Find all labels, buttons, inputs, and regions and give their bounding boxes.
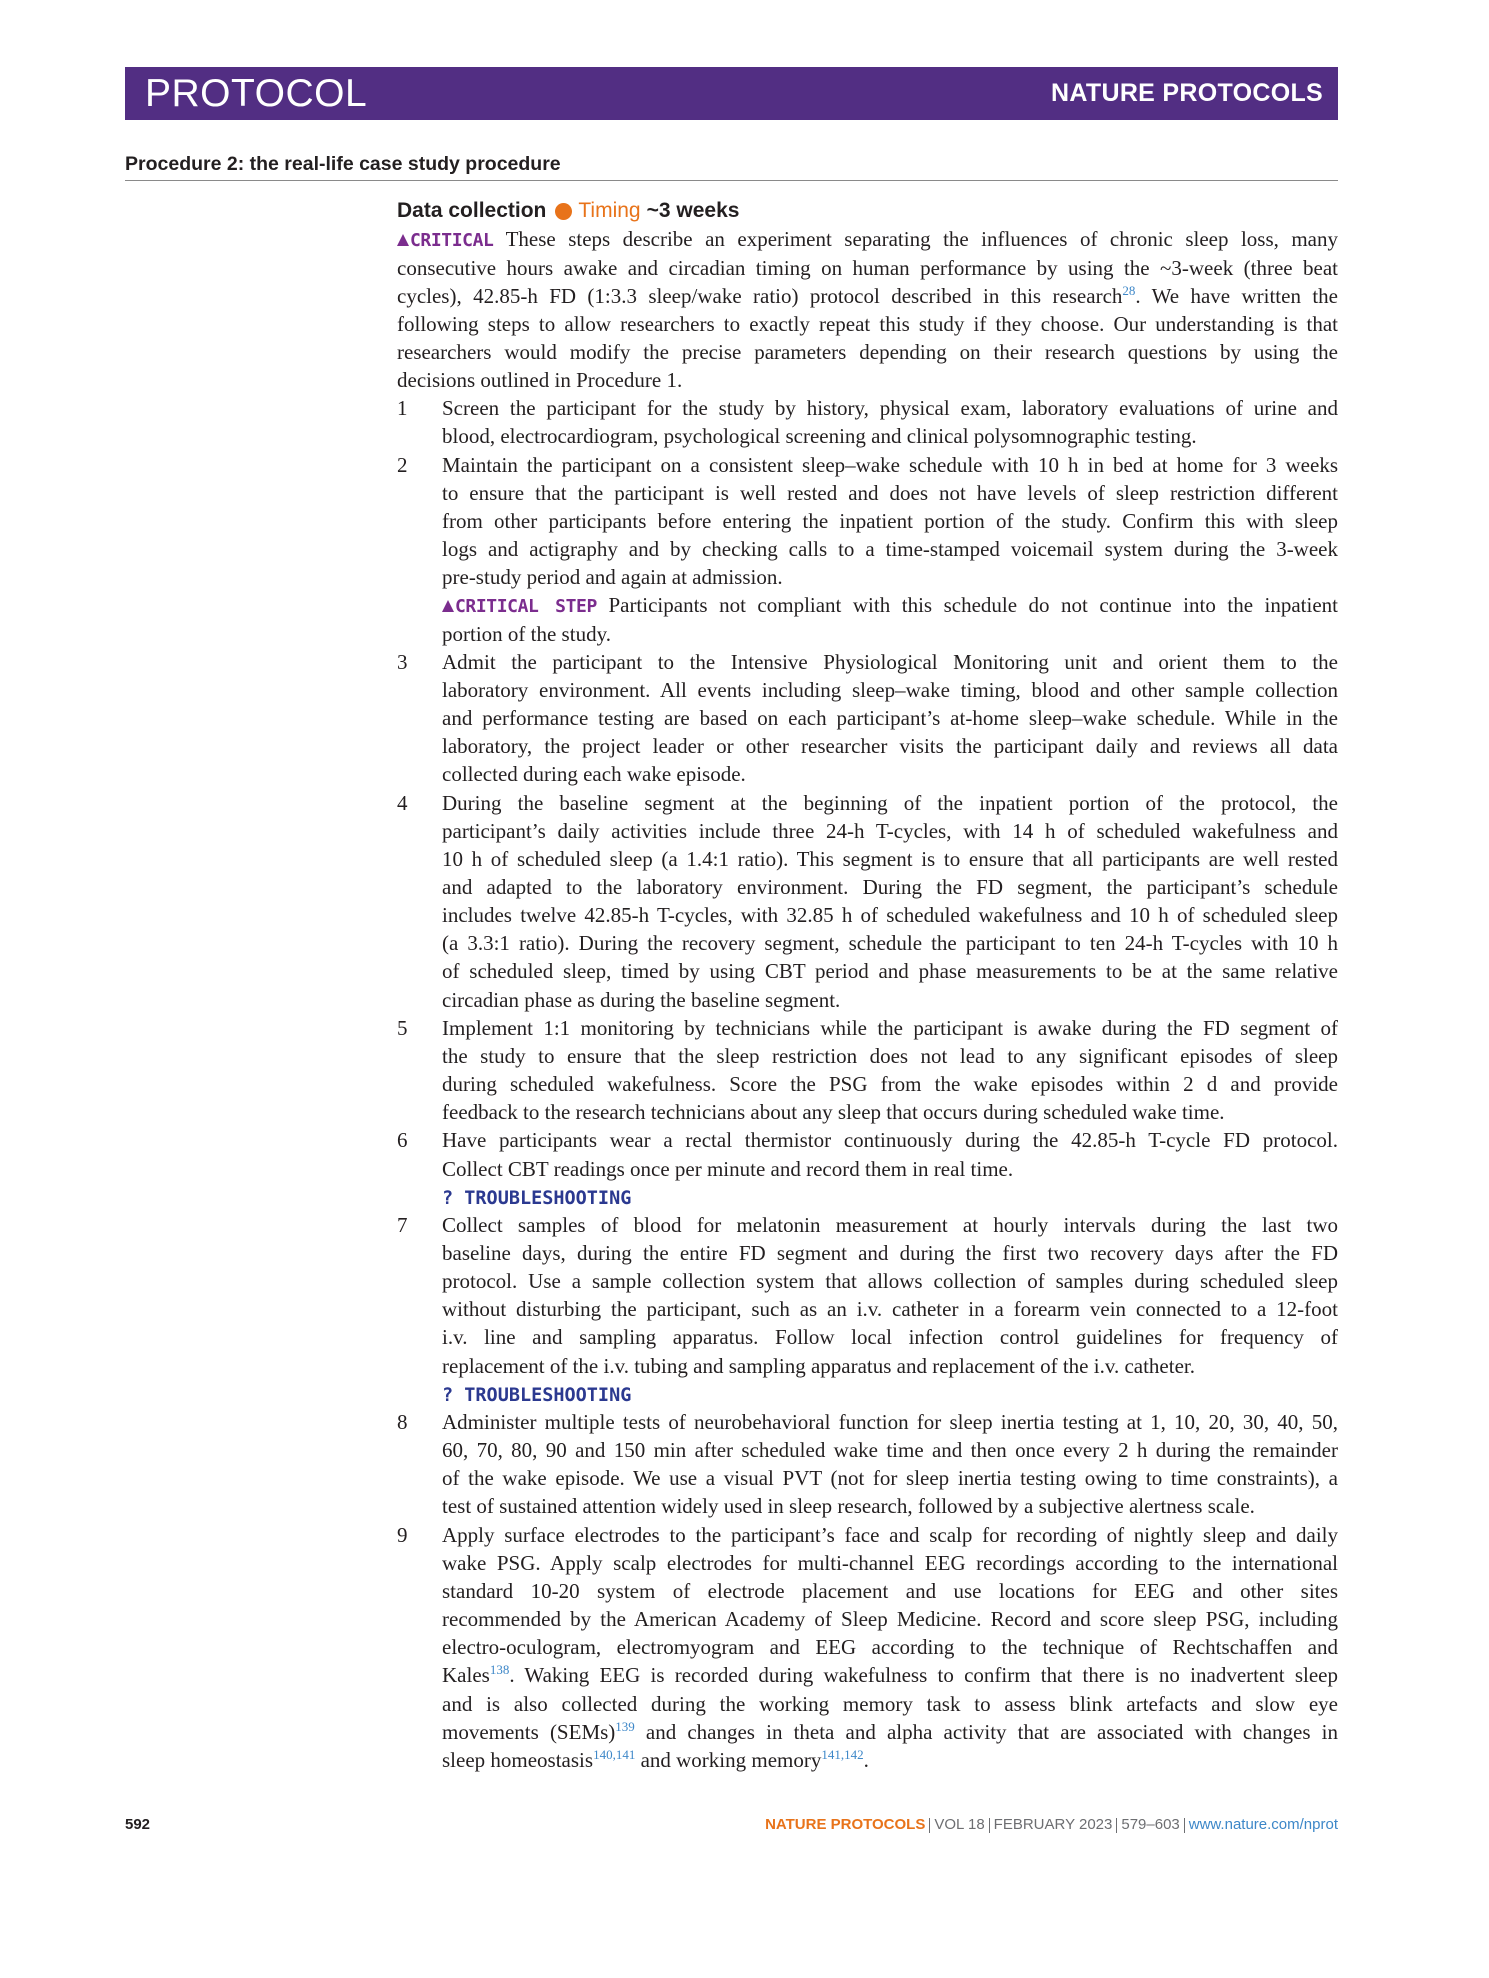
- text-run: test of sustained attention widely used in sleep research, followed by a subjective alertness scale.: [442, 1494, 1255, 1519]
- orange-dot-icon: [555, 203, 572, 220]
- footer-separator: [1184, 1818, 1185, 1833]
- text-line: [442, 929, 1338, 957]
- text-run: i.v. line and sampling apparatus. Follow local infection control guidelines for frequency of: [442, 1325, 1338, 1350]
- text-run: the study to ensure that the sleep restriction does not lead to any significant episodes of sleep: [442, 1043, 1338, 1068]
- footer-journal: NATURE PROTOCOLS: [765, 1816, 926, 1833]
- text-run: pre-study period and again at admission.: [442, 565, 783, 590]
- text-line: [442, 873, 1338, 901]
- step-number: 8: [397, 1409, 408, 1434]
- procedure-steps: [397, 394, 1338, 1774]
- text-run: cycles), 42.85-h FD (1:3.3 sleep/wake ratio) protocol described in this research: [397, 283, 1123, 308]
- procedure-step: [397, 648, 1338, 789]
- text-line: [442, 704, 1338, 732]
- footer-date: FEBRUARY 2023: [993, 1816, 1113, 1833]
- page-footer: [125, 1813, 1338, 1837]
- warning-triangle-icon: [442, 600, 454, 612]
- text-line: [442, 1323, 1338, 1351]
- text-run: .: [863, 1747, 869, 1772]
- text-line: [442, 1239, 1338, 1267]
- header-bar: [125, 67, 1338, 120]
- text-line: [442, 760, 1338, 788]
- text-run: Screen the participant for the study by history, physical exam, laboratory evaluations of urine and: [442, 396, 1338, 421]
- text-run: baseline days, during the entire FD segment and during the first two recovery days after the FD: [442, 1241, 1338, 1266]
- text-run: Collect CBT readings once per minute and record them in real time.: [442, 1156, 1014, 1181]
- text-line: [397, 366, 1338, 394]
- page-number: 592: [125, 1816, 151, 1833]
- text-line: [442, 563, 1338, 591]
- footer-volume: VOL 18: [934, 1816, 985, 1833]
- troubleshooting-label: ? TROUBLESHOOTING: [442, 1187, 632, 1209]
- text-run: and adapted to the laboratory environment. During the FD segment, the participant’s schedule: [442, 874, 1338, 899]
- text-run: Admit the participant to the Intensive Physiological Monitoring unit and orient them to the: [442, 649, 1338, 674]
- subsection-heading: [397, 197, 739, 225]
- text-line: [442, 901, 1338, 929]
- text-run: Have participants wear a rectal thermistor continuously during the 42.85-h T-cycle FD protocol.: [442, 1128, 1338, 1153]
- text-line: [442, 1464, 1338, 1492]
- step-body: [442, 1408, 1338, 1521]
- footer-separator: [929, 1818, 930, 1833]
- timing-label: Timing: [578, 199, 641, 222]
- text-line: [442, 1211, 1338, 1239]
- text-run: and working memory: [635, 1747, 822, 1772]
- text-line: [397, 338, 1338, 366]
- step-body: [442, 451, 1338, 648]
- text-run: replacement of the i.v. tubing and sampling apparatus and replacement of the i.v. catheter.: [442, 1353, 1195, 1378]
- step-number: 1: [397, 396, 408, 421]
- text-run: without disturbing the participant, such as an i.v. catheter in a forearm vein connected to a 12-foot: [442, 1297, 1338, 1322]
- step-body: [442, 1014, 1338, 1127]
- text-run: sleep homeostasis: [442, 1747, 594, 1772]
- step-body: [442, 394, 1338, 450]
- text-line: [442, 676, 1338, 704]
- text-run: Collect samples of blood for melatonin measurement at hourly intervals during the last two: [442, 1212, 1338, 1237]
- step-number: 2: [397, 452, 408, 477]
- troubleshooting-line: [442, 1183, 1338, 1211]
- text-run: and changes in theta and alpha activity that are associated with changes in: [634, 1719, 1338, 1744]
- text-run: . Waking EEG is recorded during wakefulness to confirm that there is no inadvertent sleep: [509, 1663, 1338, 1688]
- text-run: standard 10-20 system of electrode placement and use locations for EEG and other sites: [442, 1578, 1338, 1603]
- text-line: [442, 1492, 1338, 1520]
- procedure-step: [397, 1126, 1338, 1210]
- text-run: logs and actigraphy and by checking calls to a time-stamped voicemail system during the 3-week: [442, 537, 1338, 562]
- text-line: [442, 1661, 1338, 1689]
- text-run: electro-oculogram, electromyogram and EEG according to the technique of Rechtschaffen and: [442, 1635, 1338, 1660]
- text-line: [442, 648, 1338, 676]
- step-number: 5: [397, 1015, 408, 1040]
- procedure-step: [397, 789, 1338, 1014]
- step-number: 9: [397, 1522, 408, 1547]
- text-run: includes twelve 42.85-h T-cycles, with 32.85 h of scheduled wakefulness and 10 h of scheduled sleep: [442, 903, 1338, 928]
- text-run: to ensure that the participant is well rested and does not have levels of sleep restriction different: [442, 480, 1338, 505]
- text-line: [442, 789, 1338, 817]
- text-line: [442, 1577, 1338, 1605]
- text-line: [442, 1436, 1338, 1464]
- warning-triangle-icon: [397, 234, 409, 246]
- text-line: [442, 1408, 1338, 1436]
- text-run: . We have written the: [1135, 283, 1338, 308]
- text-line: [442, 957, 1338, 985]
- text-line: [442, 394, 1338, 422]
- footer-separator: [1116, 1818, 1117, 1833]
- title-divider: [125, 180, 1338, 181]
- footer-url-link[interactable]: www.nature.com/nprot: [1188, 1816, 1338, 1833]
- text-run: (a 3.3:1 ratio). During the recovery segment, schedule the participant to ten 24-h T-cycles with 10 h: [442, 931, 1338, 956]
- citation-link[interactable]: 138: [489, 1662, 510, 1678]
- step-body: [442, 789, 1338, 1014]
- text-line: [442, 1718, 1338, 1746]
- text-run: decisions outlined in Procedure 1.: [397, 368, 683, 393]
- critical-label: [397, 230, 494, 251]
- text-run: Participants not compliant with this schedule do not continue into the inpatient: [608, 593, 1338, 618]
- text-line: [442, 591, 1338, 619]
- text-run: movements (SEMs): [442, 1719, 616, 1744]
- text-run: and is also collected during the working memory task to assess blink artefacts and slow eye: [442, 1691, 1338, 1716]
- step-body: [442, 648, 1338, 789]
- step-body: [442, 1126, 1338, 1210]
- text-line: [442, 620, 1338, 648]
- text-line: [442, 507, 1338, 535]
- text-run: laboratory, the project leader or other researcher visits the participant daily and reviews all data: [442, 734, 1338, 759]
- text-line: [442, 1633, 1338, 1661]
- text-run: During the baseline segment at the beginning of the inpatient portion of the protocol, the: [442, 790, 1338, 815]
- text-line: [397, 310, 1338, 338]
- text-line: [442, 422, 1338, 450]
- critical-label-text: CRITICAL: [410, 230, 494, 252]
- text-line: [442, 1521, 1338, 1549]
- text-run: during scheduled wakefulness. Score the PSG from the wake episodes within 2 d and provide: [442, 1072, 1338, 1097]
- text-run: participant’s daily activities include three 24-h T-cycles, with 14 h of scheduled wakefulness and: [442, 818, 1338, 843]
- troubleshooting-label: ? TROUBLESHOOTING: [442, 1384, 632, 1406]
- text-run: following steps to allow researchers to exactly repeat this study if they choose. Our understanding is that: [397, 311, 1338, 336]
- procedure-step: [397, 451, 1338, 648]
- text-run: 10 h of scheduled sleep (a 1.4:1 ratio). This segment is to ensure that all participants are well rested: [442, 846, 1338, 871]
- text-line: [397, 225, 1338, 253]
- text-run: of the wake episode. We use a visual PVT (not for sleep inertia testing owing to time constraints), a: [442, 1466, 1338, 1491]
- text-line: [442, 1070, 1338, 1098]
- step-number: 7: [397, 1212, 408, 1237]
- text-run: These steps describe an experiment separating the influences of chronic sleep loss, many: [505, 227, 1339, 252]
- text-run: Administer multiple tests of neurobehavioral function for sleep inertia testing at 1, 10, 20, 30, 40, 50,: [442, 1409, 1338, 1434]
- text-line: [442, 1014, 1338, 1042]
- text-run: laboratory environment. All events including sleep–wake timing, blood and other sample collection: [442, 677, 1338, 702]
- step-number: 3: [397, 649, 408, 674]
- text-line: [442, 1098, 1338, 1126]
- text-line: [442, 845, 1338, 873]
- step-number: 4: [397, 790, 408, 815]
- critical-step-label: [442, 596, 597, 617]
- text-line: [442, 1746, 1338, 1774]
- text-run: portion of the study.: [442, 621, 611, 646]
- procedure-title: Procedure 2: the real-life case study procedure: [125, 153, 561, 175]
- text-line: [442, 1295, 1338, 1323]
- text-line: [442, 451, 1338, 479]
- text-run: and performance testing are based on each participant’s at-home sleep–wake schedule. While in the: [442, 706, 1338, 731]
- text-run: Maintain the participant on a consistent sleep–wake schedule with 10 h in bed at home for 3 weeks: [442, 452, 1338, 477]
- text-run: of scheduled sleep, timed by using CBT period and phase measurements to be at the same relative: [442, 959, 1338, 984]
- procedure-step: [397, 1408, 1338, 1521]
- text-run: from other participants before entering the inpatient portion of the study. Confirm this with sleep: [442, 508, 1338, 533]
- text-line: [442, 1549, 1338, 1577]
- text-run: Implement 1:1 monitoring by technicians while the participant is awake during the FD segment of: [442, 1015, 1338, 1040]
- text-line: [442, 986, 1338, 1014]
- text-run: 60, 70, 80, 90 and 150 min after scheduled wake time and then once every 2 h during the remainder: [442, 1438, 1338, 1463]
- procedure-step: [397, 1521, 1338, 1774]
- text-run: Apply surface electrodes to the participant’s face and scalp for recording of nightly sleep and daily: [442, 1522, 1338, 1547]
- critical-step-label-text: CRITICAL STEP: [455, 596, 597, 618]
- text-line: [442, 817, 1338, 845]
- procedure-body: [397, 225, 1338, 1774]
- text-run: circadian phase as during the baseline segment.: [442, 987, 841, 1012]
- text-run: recommended by the American Academy of Sleep Medicine. Record and score sleep PSG, including: [442, 1607, 1338, 1632]
- text-run: collected during each wake episode.: [442, 762, 746, 787]
- timing-value: ~3 weeks: [646, 199, 740, 222]
- text-line: [442, 479, 1338, 507]
- text-line: [442, 1126, 1338, 1154]
- step-body: [442, 1211, 1338, 1408]
- procedure-step: [397, 394, 1338, 450]
- step-body: [442, 1521, 1338, 1774]
- text-line: [442, 732, 1338, 760]
- critical-intro: [397, 225, 1338, 394]
- text-line: [442, 1605, 1338, 1633]
- citation-link[interactable]: 28: [1122, 282, 1136, 298]
- citation-link[interactable]: 139: [615, 1718, 635, 1734]
- text-run: consecutive hours awake and circadian timing on human performance by using the ~3-week (three beat: [397, 255, 1338, 280]
- text-run: feedback to the research technicians about any sleep that occurs during scheduled wake time.: [442, 1100, 1225, 1125]
- text-line: [442, 1155, 1338, 1183]
- text-run: protocol. Use a sample collection system that allows collection of samples during scheduled sleep: [442, 1269, 1338, 1294]
- footer-separator: [989, 1818, 990, 1833]
- text-line: [442, 1690, 1338, 1718]
- journal-name: NATURE PROTOCOLS: [1051, 79, 1323, 107]
- text-line: [442, 1267, 1338, 1295]
- procedure-step: [397, 1014, 1338, 1127]
- step-number: 6: [397, 1128, 408, 1153]
- text-line: [442, 535, 1338, 563]
- subsection-title: Data collection: [397, 199, 547, 222]
- text-line: [397, 254, 1338, 282]
- text-run: blood, electrocardiogram, psychological screening and clinical polysomnographic testing.: [442, 424, 1197, 449]
- text-run: wake PSG. Apply scalp electrodes for multi-channel EEG recordings according to the international: [442, 1550, 1338, 1575]
- footer-citation: [765, 1813, 1338, 1837]
- text-run: researchers would modify the precise parameters depending on their research questions by using the: [397, 340, 1338, 365]
- citation-link[interactable]: 141,142: [821, 1746, 864, 1762]
- troubleshooting-line: [442, 1380, 1338, 1408]
- procedure-step: [397, 1211, 1338, 1408]
- section-label: PROTOCOL: [145, 72, 368, 115]
- text-line: [442, 1042, 1338, 1070]
- citation-link[interactable]: 140,141: [593, 1746, 636, 1762]
- footer-pages: 579–603: [1121, 1816, 1180, 1833]
- text-line: [442, 1352, 1338, 1380]
- text-run: Kales: [442, 1663, 490, 1688]
- text-line: [397, 282, 1338, 310]
